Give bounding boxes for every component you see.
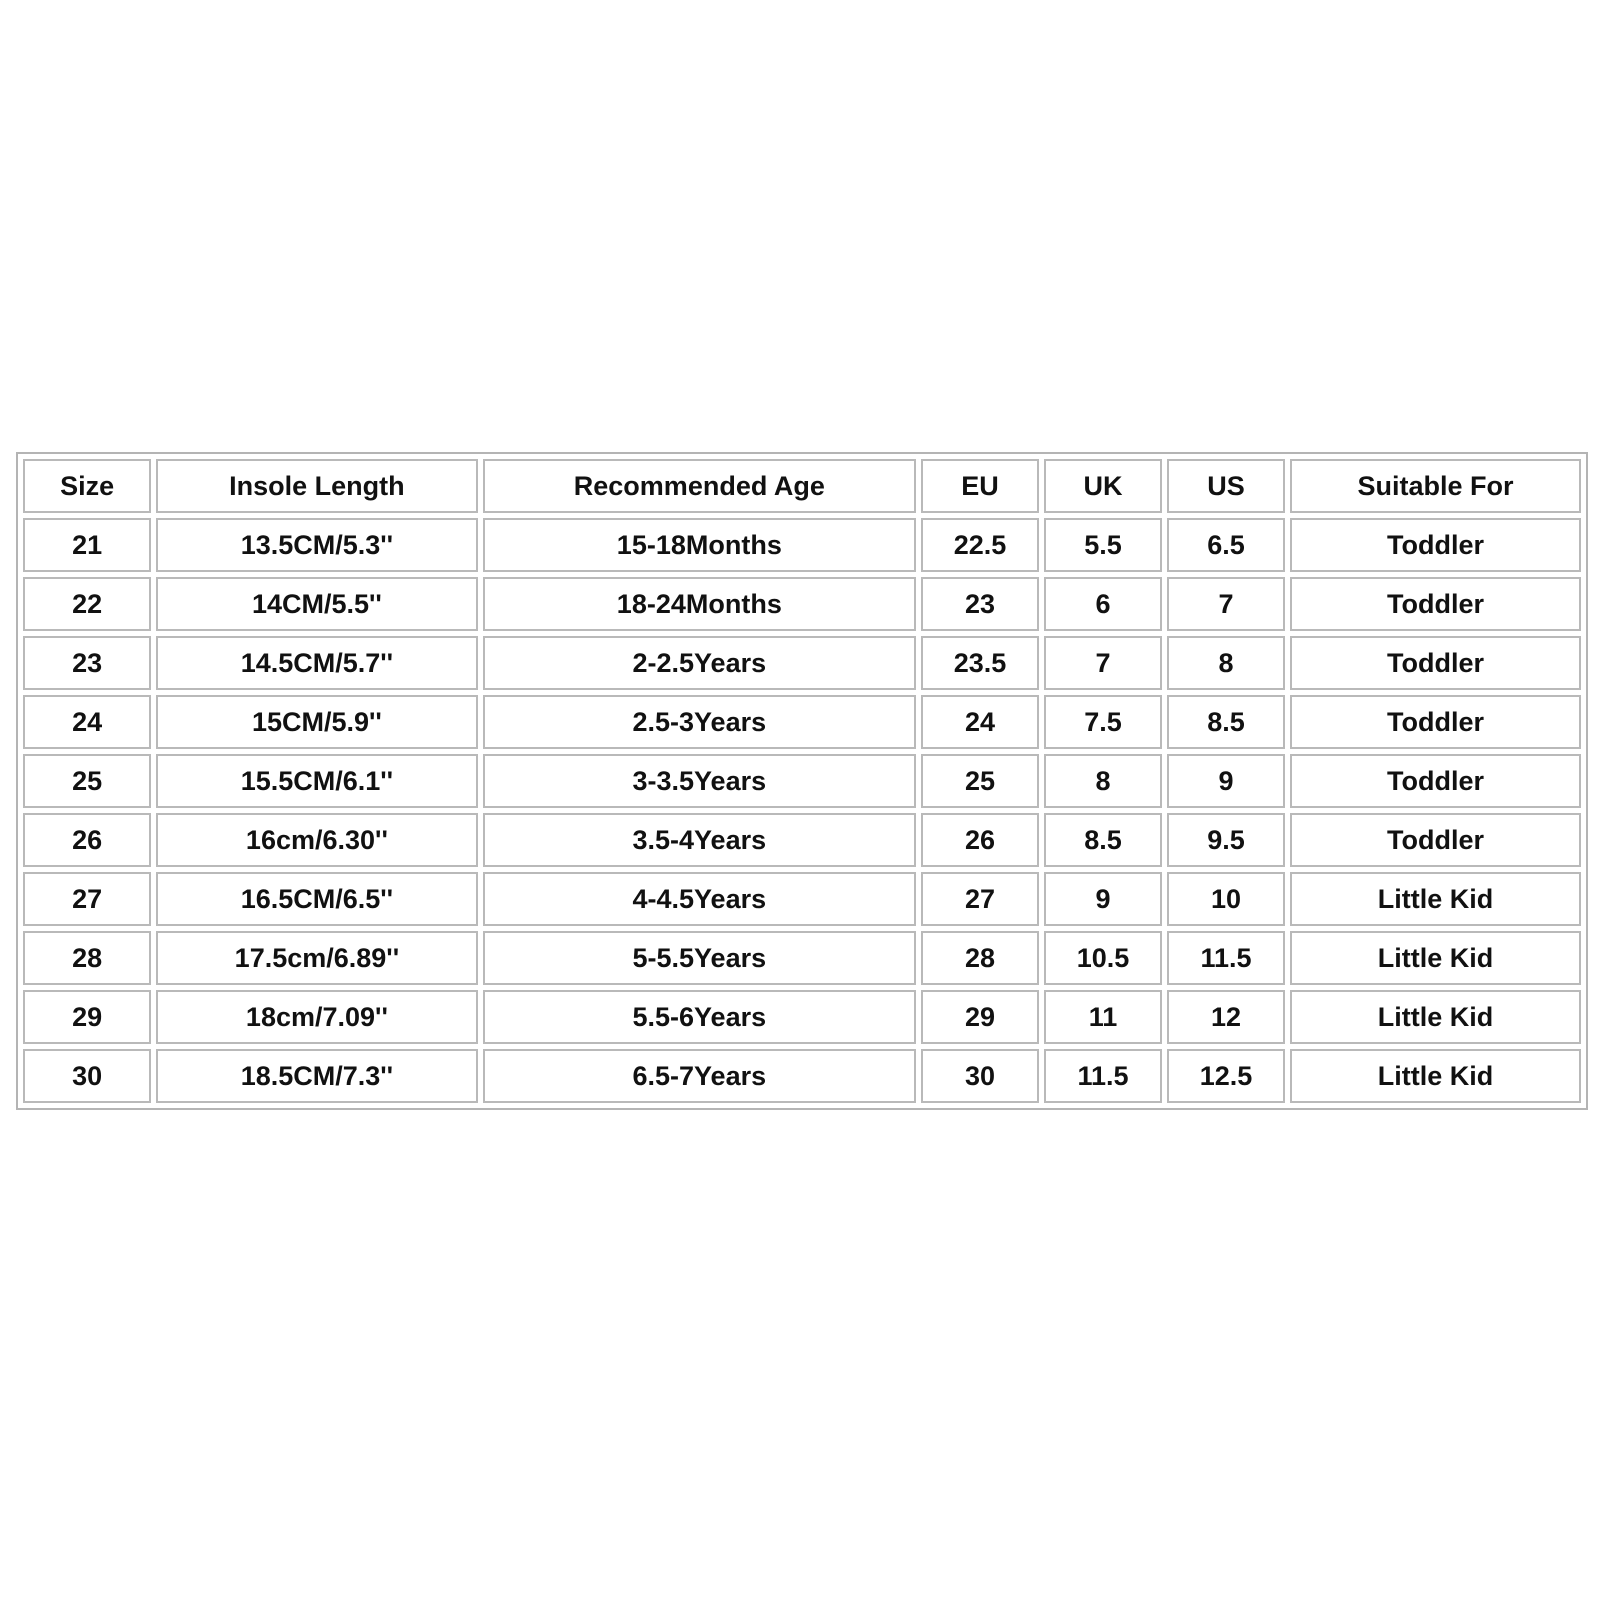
cell-size: 25: [23, 754, 151, 808]
cell-size: 27: [23, 872, 151, 926]
table-row: [23, 813, 1581, 867]
column-header-us: US: [1167, 459, 1285, 513]
cell-recommended-age: 6.5-7Years: [483, 1049, 916, 1103]
cell-uk: 8: [1044, 754, 1162, 808]
cell-recommended-age: 3-3.5Years: [483, 754, 916, 808]
cell-insole-length: 14.5CM/5.7'': [156, 636, 477, 690]
cell-recommended-age: 15-18Months: [483, 518, 916, 572]
cell-us: 8.5: [1167, 695, 1285, 749]
table-row: [23, 577, 1581, 631]
cell-size: 22: [23, 577, 151, 631]
cell-size: 23: [23, 636, 151, 690]
table-row: [23, 931, 1581, 985]
cell-eu: 28: [921, 931, 1039, 985]
table-row: [23, 990, 1581, 1044]
cell-size: 26: [23, 813, 151, 867]
cell-suitable-for: Toddler: [1290, 518, 1581, 572]
cell-insole-length: 16.5CM/6.5'': [156, 872, 477, 926]
cell-uk: 9: [1044, 872, 1162, 926]
cell-insole-length: 15.5CM/6.1'': [156, 754, 477, 808]
table-row: [23, 754, 1581, 808]
cell-size: 29: [23, 990, 151, 1044]
size-chart: [16, 452, 1588, 1110]
size-chart-table: [18, 454, 1586, 1108]
cell-us: 12.5: [1167, 1049, 1285, 1103]
column-header-eu: EU: [921, 459, 1039, 513]
cell-eu: 27: [921, 872, 1039, 926]
cell-suitable-for: Toddler: [1290, 636, 1581, 690]
cell-size: 28: [23, 931, 151, 985]
cell-uk: 6: [1044, 577, 1162, 631]
cell-uk: 8.5: [1044, 813, 1162, 867]
cell-eu: 30: [921, 1049, 1039, 1103]
cell-uk: 5.5: [1044, 518, 1162, 572]
cell-us: 10: [1167, 872, 1285, 926]
cell-size: 30: [23, 1049, 151, 1103]
cell-suitable-for: Toddler: [1290, 577, 1581, 631]
cell-suitable-for: Toddler: [1290, 695, 1581, 749]
table-row: [23, 1049, 1581, 1103]
table-row: [23, 695, 1581, 749]
cell-insole-length: 16cm/6.30'': [156, 813, 477, 867]
cell-suitable-for: Toddler: [1290, 813, 1581, 867]
cell-uk: 7.5: [1044, 695, 1162, 749]
column-header-size: Size: [23, 459, 151, 513]
cell-recommended-age: 2-2.5Years: [483, 636, 916, 690]
cell-uk: 11: [1044, 990, 1162, 1044]
cell-recommended-age: 18-24Months: [483, 577, 916, 631]
cell-insole-length: 13.5CM/5.3'': [156, 518, 477, 572]
cell-eu: 23: [921, 577, 1039, 631]
cell-suitable-for: Toddler: [1290, 754, 1581, 808]
cell-recommended-age: 2.5-3Years: [483, 695, 916, 749]
column-header-insole-length: Insole Length: [156, 459, 477, 513]
column-header-suitable-for: Suitable For: [1290, 459, 1581, 513]
cell-us: 8: [1167, 636, 1285, 690]
cell-eu: 24: [921, 695, 1039, 749]
cell-recommended-age: 5-5.5Years: [483, 931, 916, 985]
cell-us: 6.5: [1167, 518, 1285, 572]
cell-recommended-age: 4-4.5Years: [483, 872, 916, 926]
cell-us: 11.5: [1167, 931, 1285, 985]
cell-insole-length: 18.5CM/7.3'': [156, 1049, 477, 1103]
cell-eu: 29: [921, 990, 1039, 1044]
cell-uk: 7: [1044, 636, 1162, 690]
cell-insole-length: 18cm/7.09'': [156, 990, 477, 1044]
cell-us: 12: [1167, 990, 1285, 1044]
cell-suitable-for: Little Kid: [1290, 1049, 1581, 1103]
table-row: [23, 872, 1581, 926]
cell-us: 7: [1167, 577, 1285, 631]
table-row: [23, 518, 1581, 572]
cell-suitable-for: Little Kid: [1290, 931, 1581, 985]
cell-us: 9.5: [1167, 813, 1285, 867]
cell-eu: 23.5: [921, 636, 1039, 690]
cell-insole-length: 14CM/5.5'': [156, 577, 477, 631]
cell-eu: 22.5: [921, 518, 1039, 572]
cell-recommended-age: 3.5-4Years: [483, 813, 916, 867]
cell-suitable-for: Little Kid: [1290, 990, 1581, 1044]
size-chart-body: [23, 518, 1581, 1103]
cell-insole-length: 15CM/5.9'': [156, 695, 477, 749]
cell-uk: 11.5: [1044, 1049, 1162, 1103]
cell-insole-length: 17.5cm/6.89'': [156, 931, 477, 985]
cell-size: 24: [23, 695, 151, 749]
cell-uk: 10.5: [1044, 931, 1162, 985]
cell-eu: 26: [921, 813, 1039, 867]
column-header-recommended-age: Recommended Age: [483, 459, 916, 513]
cell-size: 21: [23, 518, 151, 572]
cell-eu: 25: [921, 754, 1039, 808]
column-header-uk: UK: [1044, 459, 1162, 513]
cell-suitable-for: Little Kid: [1290, 872, 1581, 926]
table-row: [23, 636, 1581, 690]
header-row: [23, 459, 1581, 513]
cell-recommended-age: 5.5-6Years: [483, 990, 916, 1044]
cell-us: 9: [1167, 754, 1285, 808]
